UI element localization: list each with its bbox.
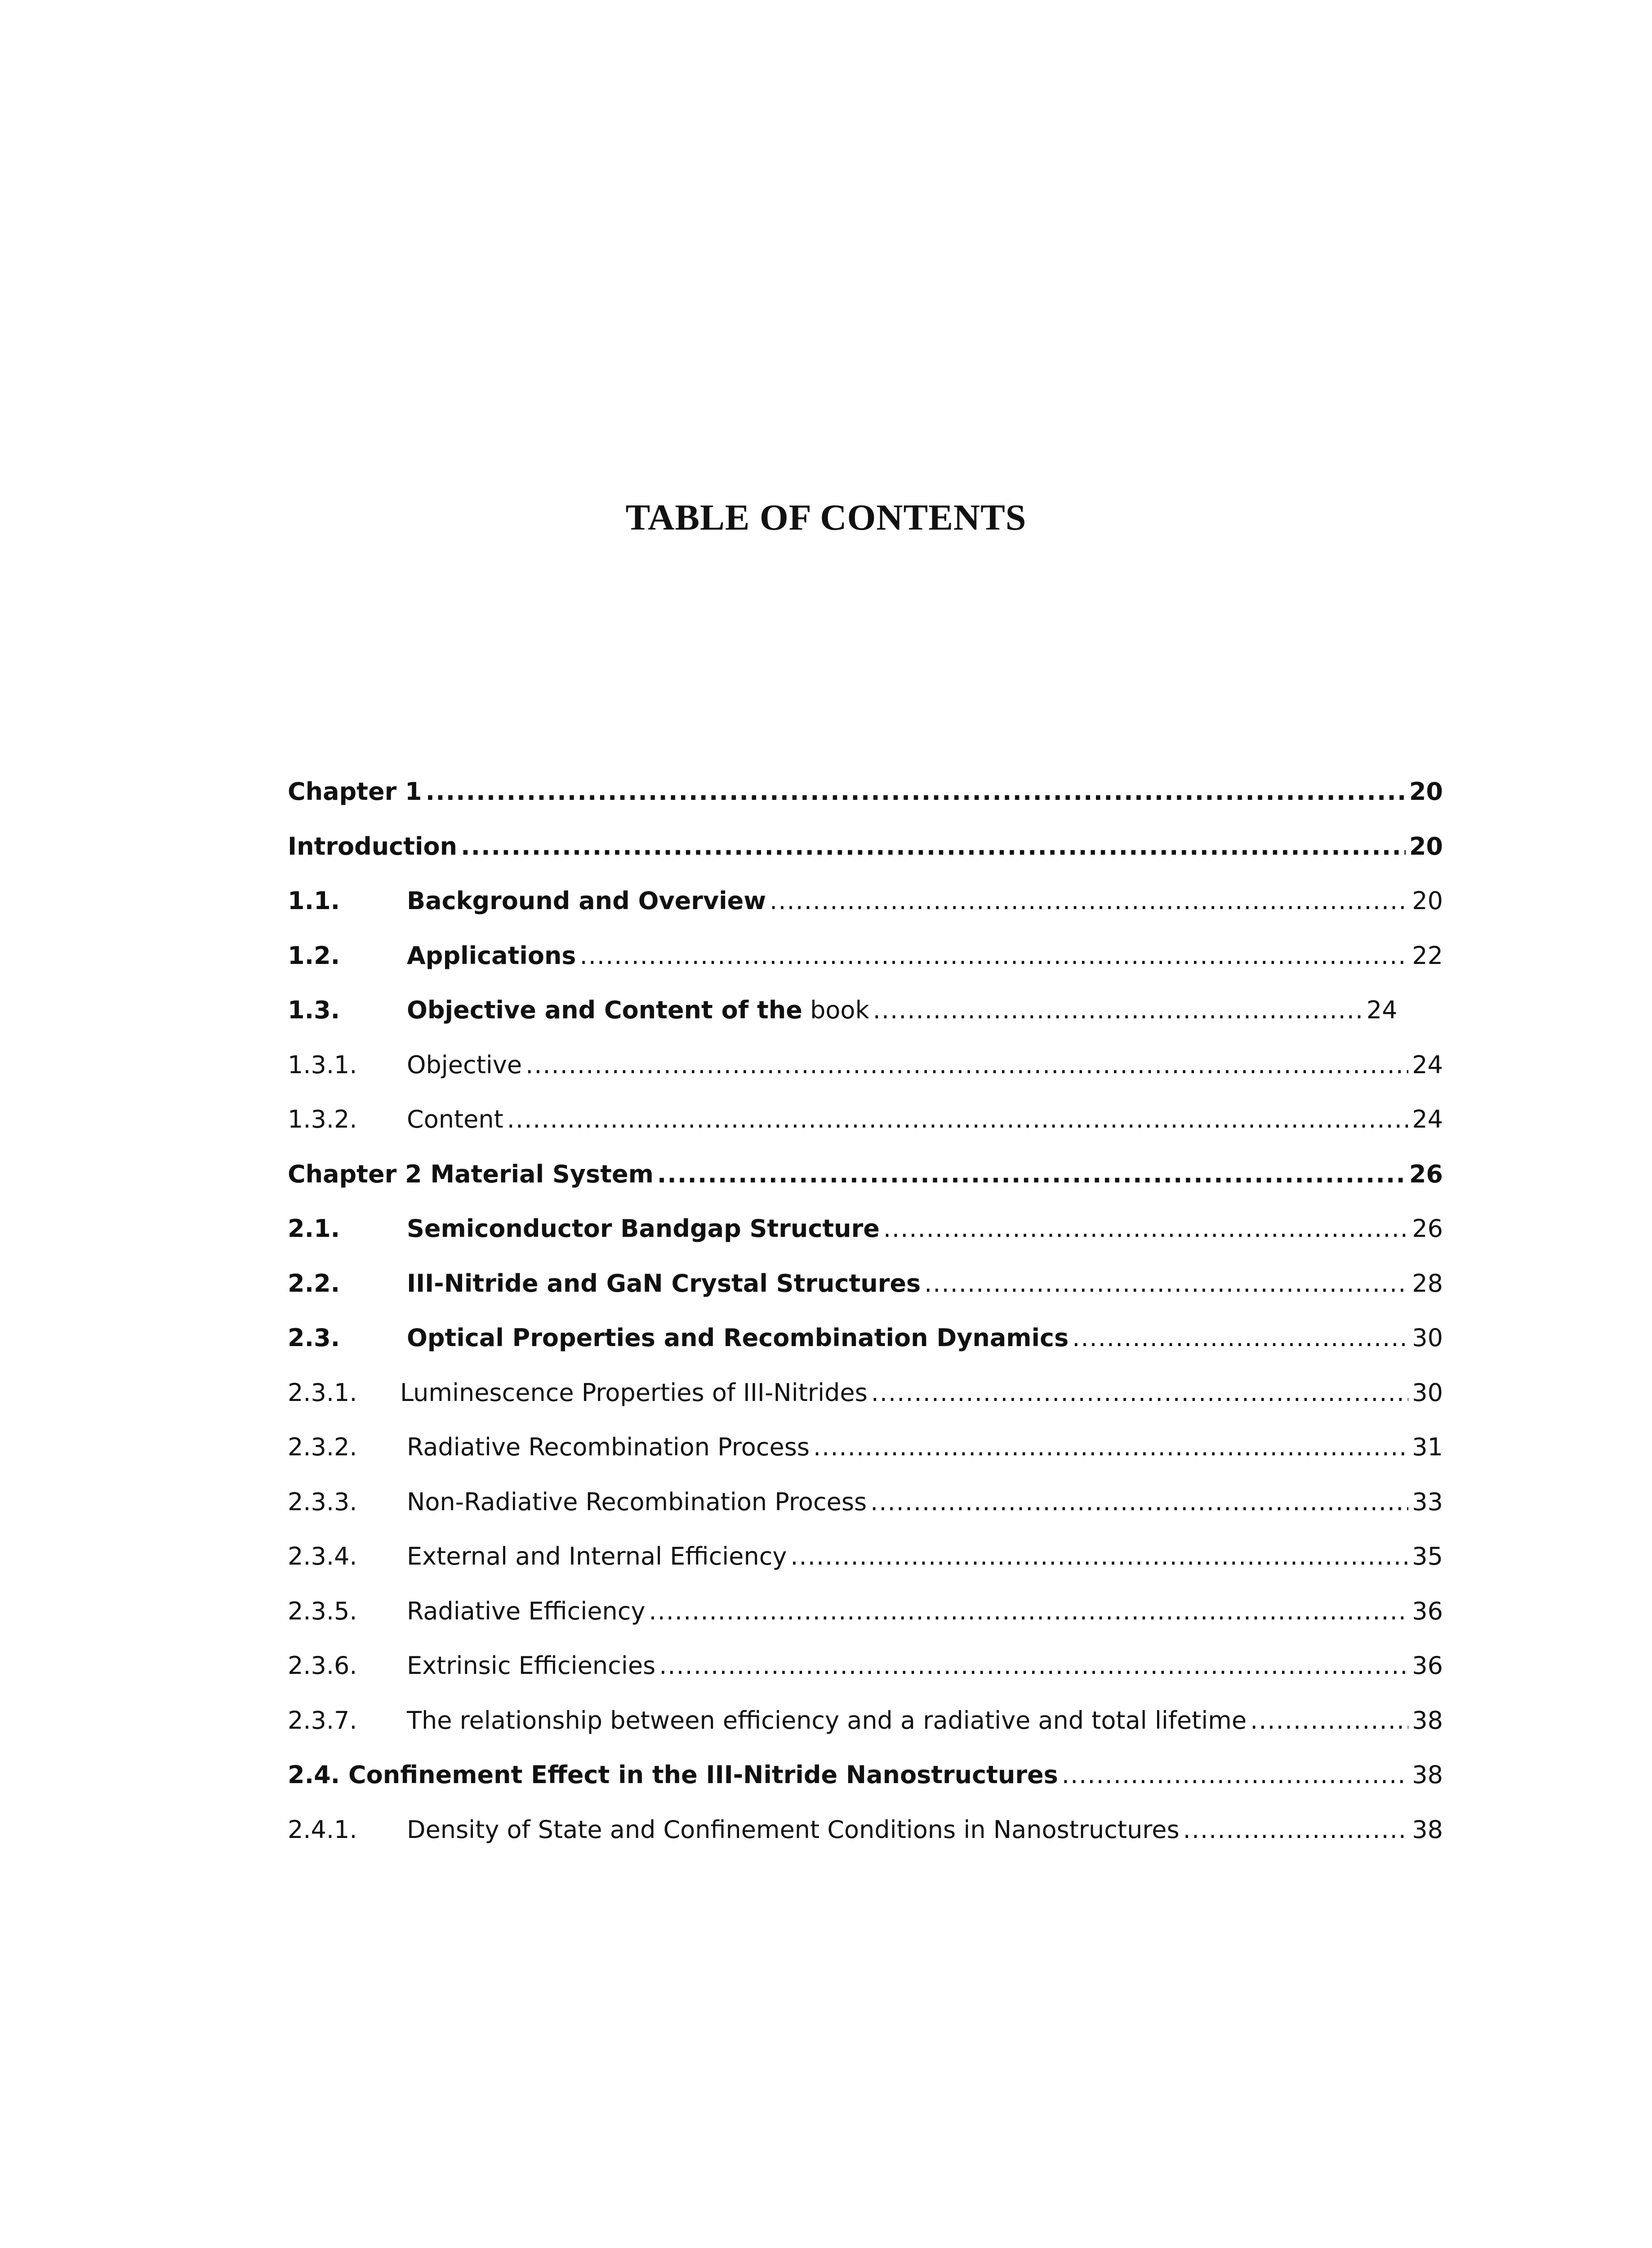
toc-entry-page: 20 [1409,832,1443,861]
toc-entry-2-3[interactable] [288,1311,1443,1365]
toc-entry-title: Radiative Recombination Process [407,1433,810,1462]
toc-entry-introduction[interactable] [288,819,1443,874]
toc-entry-2-3-1[interactable] [288,1365,1443,1420]
toc-entry-title: Non-Radiative Recombination Process [407,1487,867,1516]
toc-entry-page: 38 [1412,1706,1443,1735]
toc-entry-title: Introduction [288,832,458,861]
toc-entry-1-3-2[interactable] [288,1092,1443,1147]
dot-leader [873,996,1363,1024]
dot-leader [790,1542,1408,1570]
toc-entry-1-3-1[interactable] [288,1038,1443,1093]
toc-entry-2-3-2[interactable] [288,1420,1443,1475]
toc-entry-2-4-1[interactable] [288,1802,1443,1857]
toc-entry-2-1[interactable] [288,1201,1443,1256]
dot-leader [1250,1706,1408,1735]
toc-entry-page: 38 [1412,1761,1443,1789]
toc-entry-title: Density of State and Confinement Conditions in Nanostructures [407,1815,1180,1844]
toc-entry-page: 26 [1412,1214,1443,1243]
toc-entry-1-3[interactable] [288,983,1443,1038]
toc-entry-title: Applications [407,941,576,970]
toc-entry-page: 36 [1412,1597,1443,1625]
toc-entry-number: 2.3. [288,1324,340,1352]
toc-entry-page: 20 [1409,777,1443,806]
toc-entry-number: 2.3.5. [288,1597,357,1625]
toc-entry-page: 36 [1412,1651,1443,1680]
toc-entry-page: 30 [1412,1378,1443,1407]
toc-entry-number: 2.3.3. [288,1487,357,1516]
toc-entry-page: 24 [1366,996,1398,1025]
dot-leader [1072,1324,1408,1352]
toc-entry-page: 30 [1412,1324,1443,1352]
toc-entry-title: External and Internal Efficiency [407,1542,787,1571]
dot-leader [461,832,1406,861]
toc-entry-title: Optical Properties and Recombination Dynamics [407,1324,1069,1352]
toc-entry-number: 1.3.2. [288,1105,357,1134]
toc-entry-title: Content [407,1105,503,1134]
toc-entry-number: 2.4.1. [288,1815,357,1844]
toc-entry-number: 2.3.4. [288,1542,357,1571]
toc-entry-title: 2.4. Confinement Effect in the III-Nitride Nanostructures [288,1761,1058,1789]
dot-leader [770,887,1408,915]
dot-leader [871,1378,1409,1407]
toc-entry-title: Objective and Content of the [407,996,802,1025]
toc-entry-number: 2.3.7. [288,1706,357,1735]
toc-entry-page: 31 [1412,1433,1443,1462]
toc-entry-2-3-5[interactable] [288,1584,1443,1639]
toc-entry-2-3-4[interactable] [288,1529,1443,1584]
toc-entry-title: Background and Overview [407,887,766,915]
toc-entry-2-3-3[interactable] [288,1475,1443,1530]
dot-leader [426,777,1406,806]
toc-entry-number: 1.1. [288,887,340,915]
toc-entry-chapter-2[interactable] [288,1147,1443,1202]
toc-entry-page: 28 [1412,1269,1443,1298]
toc-entry-number: 1.2. [288,941,340,970]
toc-entry-title: III-Nitride and GaN Crystal Structures [407,1269,921,1298]
toc-entry-page: 35 [1412,1542,1443,1571]
dot-leader [870,1488,1408,1516]
toc-entry-page: 33 [1412,1487,1443,1516]
toc-entry-title: Semiconductor Bandgap Structure [407,1214,880,1243]
toc-entry-2-3-6[interactable] [288,1638,1443,1693]
dot-leader [649,1597,1408,1625]
dot-leader [580,941,1409,970]
dot-leader [525,1051,1408,1079]
dot-leader [1062,1761,1408,1789]
toc-entry-page: 38 [1412,1815,1443,1844]
toc-entry-title-tail: book [802,996,869,1025]
toc-entry-title: Radiative Efficiency [407,1597,646,1625]
toc-entry-page: 26 [1409,1160,1443,1188]
toc-entry-number: 2.2. [288,1269,340,1298]
toc-entry-number: 2.3.6. [288,1651,357,1680]
dot-leader [507,1105,1409,1133]
toc-entry-page: 20 [1412,887,1443,915]
toc-entry-title: The relationship between efficiency and a radiative and total lifetime [407,1706,1247,1735]
toc-entry-number: 1.3. [288,996,340,1025]
dot-leader [657,1160,1406,1188]
toc-entry-number: 1.3.1. [288,1050,357,1079]
toc-entry-page: 22 [1412,941,1443,970]
dot-leader [813,1433,1408,1461]
toc-entry-page: 24 [1412,1050,1443,1079]
toc-entry-2-4[interactable] [288,1748,1443,1802]
toc-entry-title: Extrinsic Efficiencies [407,1651,656,1680]
toc-entry-chapter-1[interactable] [288,764,1443,819]
toc-entry-page: 24 [1412,1105,1443,1134]
dot-leader [924,1269,1408,1298]
dot-leader [659,1651,1408,1680]
toc-entry-number: 2.3.2. [288,1433,357,1462]
toc-entry-title: Chapter 1 [288,777,422,806]
toc-entry-number: 2.3.1. [288,1378,357,1407]
toc-entry-1-2[interactable] [288,928,1443,983]
dot-leader [1183,1815,1409,1844]
toc-entry-title: Luminescence Properties of III-Nitrides [400,1378,868,1407]
table-of-contents [288,764,1443,1857]
toc-entry-2-2[interactable] [288,1256,1443,1311]
page-title: TABLE OF CONTENTS [625,497,1027,538]
toc-entry-title: Objective [407,1050,522,1079]
toc-entry-2-3-7[interactable] [288,1693,1443,1748]
toc-entry-title: Chapter 2 Material System [288,1160,654,1188]
toc-entry-number: 2.1. [288,1214,340,1243]
dot-leader [883,1214,1408,1243]
toc-entry-1-1[interactable] [288,874,1443,928]
